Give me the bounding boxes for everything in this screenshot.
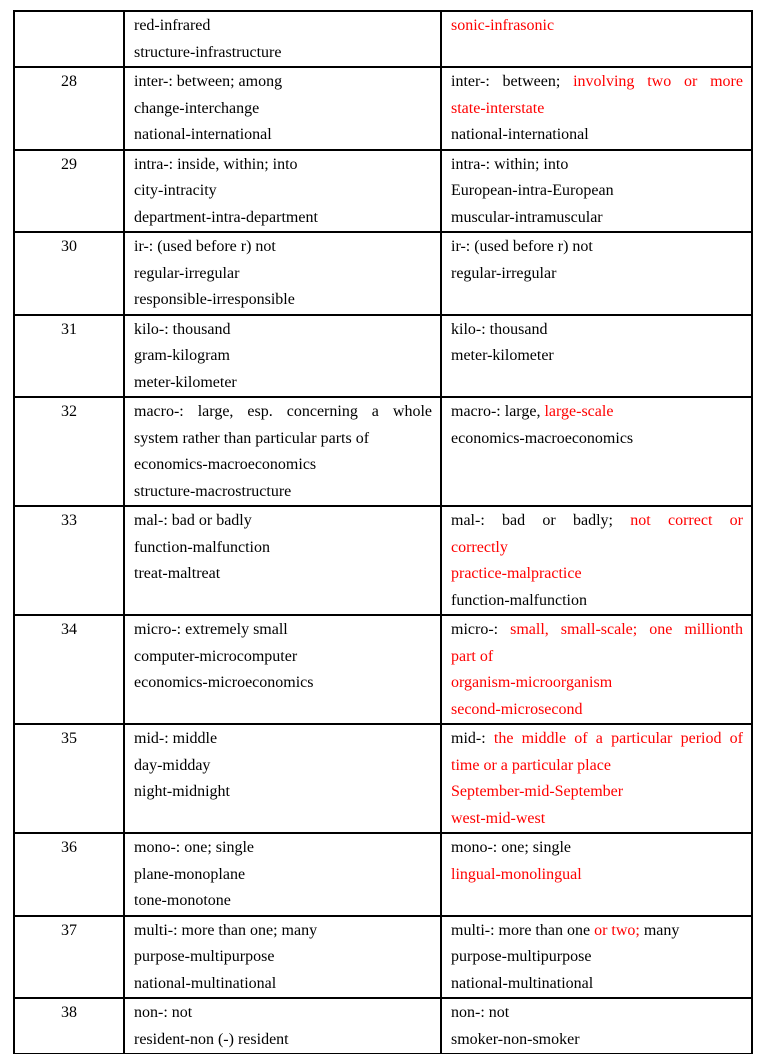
text-line [134,971,432,998]
black-text-segment: resident-non (-) resident [134,1030,289,1048]
text-line [134,617,432,644]
row-number-cell: 28 [14,67,124,150]
text-line [134,261,432,288]
black-text-segment: muscular-intramuscular [451,208,603,226]
text-line [451,69,743,96]
black-text-segment: many [639,921,680,939]
text-line [451,178,743,205]
black-text-segment: macro-: large, [451,403,545,420]
table-row [14,232,752,315]
text-line [134,862,432,889]
text-line [451,152,743,179]
table-row [14,615,752,724]
black-text-segment: regular-irregular [451,264,557,282]
black-text-segment: kilo-: thousand [134,320,231,338]
text-line [451,862,743,889]
row-number-cell: 35 [14,724,124,833]
text-line [451,399,743,426]
black-text-segment: tone-monotone [134,892,231,909]
text-line [134,96,432,123]
text-line [451,122,743,149]
text-line [451,317,743,344]
black-text-segment: meter-kilometer [134,373,237,391]
text-line [451,835,743,862]
text-line [451,944,743,971]
text-line [134,370,432,397]
black-text-segment: European-intra-European [451,182,614,199]
black-text-segment: department-intra-department [134,208,318,226]
black-text-segment: day-midday [134,756,211,774]
row-number-cell: 30 [14,232,124,315]
right-entry-cell [441,397,752,506]
black-text-segment: change-interchange [134,99,260,117]
text-line [134,888,432,915]
black-text-segment: purpose-multipurpose [134,948,275,965]
text-line [134,69,432,96]
text-line [134,726,432,753]
black-text-segment: national-multinational [451,974,594,992]
right-entry-cell [441,916,752,999]
text-line [134,178,432,205]
left-entry-cell [124,150,441,233]
text-line [134,152,432,179]
black-text-segment: red-infrared [134,17,211,34]
text-line [134,944,432,971]
black-text-segment: function-malfunction [451,591,587,609]
text-line [451,670,743,697]
red-text-segment: or two; [594,921,640,939]
red-text-segment: correctly [451,538,508,556]
text-line [134,835,432,862]
text-line [451,561,743,588]
black-text-segment: economics-macroeconomics [451,429,634,447]
right-entry-cell [441,11,752,67]
table-row [14,11,752,67]
text-line [451,779,743,806]
black-text-segment: mid-: middle [134,730,218,747]
black-text-segment: ir-: (used before r) not [451,238,593,255]
text-line [134,644,432,671]
black-text-segment: structure-macrostructure [134,482,292,500]
black-text-segment: national-international [134,126,272,143]
black-text-segment: inter-: between; among [134,73,283,90]
table-row [14,67,752,150]
right-entry-cell [441,615,752,724]
red-text-segment: sonic-infrasonic [451,17,555,34]
black-text-segment: function-malfunction [134,538,270,556]
black-text-segment: mono-: one; single [451,839,571,856]
row-number-cell: 38 [14,998,124,1054]
black-text-segment: mid-: [451,730,494,747]
red-text-segment: part of [451,647,494,665]
text-line [451,96,743,123]
text-line [451,343,743,370]
red-text-segment: large-scale [544,403,614,420]
text-line [451,753,743,780]
right-entry-cell [441,232,752,315]
text-line [134,535,432,562]
text-line [451,535,743,562]
text-line [451,1000,743,1027]
black-text-segment: responsible-irresponsible [134,291,295,308]
black-text-segment: economics-macroeconomics [134,456,317,473]
red-text-segment: second-microsecond [451,700,583,718]
text-line [451,644,743,671]
table-row [14,998,752,1054]
text-line [134,13,432,40]
black-text-segment: regular-irregular [134,264,240,282]
black-text-segment: national-international [451,126,589,143]
text-line [451,617,743,644]
text-line [134,561,432,588]
left-entry-cell [124,67,441,150]
black-text-segment: ir-: (used before r) not [134,238,276,255]
text-line [451,426,743,453]
text-line [134,452,432,479]
black-text-segment: treat-maltreat [134,565,221,582]
row-number-cell: 31 [14,315,124,398]
black-text-segment: structure-infrastructure [134,43,282,61]
black-text-segment: mal-: bad or badly; [451,512,631,529]
text-line [451,261,743,288]
row-number-cell: 37 [14,916,124,999]
black-text-segment: intra-: within; into [451,155,569,173]
black-text-segment: purpose-multipurpose [451,948,592,965]
black-text-segment: smoker-non-smoker [451,1030,580,1048]
row-number-cell: 32 [14,397,124,506]
row-number-cell: 33 [14,506,124,615]
text-line [451,918,743,945]
row-number-cell: 34 [14,615,124,724]
text-line [451,971,743,998]
black-text-segment: gram-kilogram [134,347,230,364]
text-line [134,670,432,697]
black-text-segment: mal-: bad or badly [134,512,252,529]
black-text-segment: meter-kilometer [451,347,554,364]
right-entry-cell [441,315,752,398]
text-line [134,40,432,67]
text-line [134,343,432,370]
text-line [134,122,432,149]
right-entry-cell [441,833,752,916]
table-row [14,724,752,833]
text-line [134,399,432,426]
left-entry-cell [124,916,441,999]
table-row [14,315,752,398]
red-text-segment: time or a particular place [451,756,611,774]
left-entry-cell [124,833,441,916]
row-number-cell: 29 [14,150,124,233]
text-line [134,753,432,780]
text-line [134,779,432,806]
text-line [134,508,432,535]
text-line [134,317,432,344]
table-body [14,11,752,1054]
text-line [451,13,743,40]
black-text-segment: night-midnight [134,783,230,800]
red-text-segment: the middle of a particular period of [493,730,743,747]
black-text-segment: system rather than particular parts of [134,429,370,447]
table-row [14,397,752,506]
left-entry-cell [124,724,441,833]
black-text-segment: mono-: one; single [134,839,254,856]
left-entry-cell [124,506,441,615]
text-line [451,508,743,535]
right-entry-cell [441,150,752,233]
black-text-segment: multi-: more than one [451,921,595,939]
left-entry-cell [124,315,441,398]
row-number-cell: 36 [14,833,124,916]
text-line [134,918,432,945]
black-text-segment: macro-: large, esp. concerning a whole [134,403,432,420]
right-entry-cell [441,67,752,150]
red-text-segment: small, small-scale; one millionth [510,621,743,638]
black-text-segment: non-: not [134,1004,193,1021]
right-entry-cell [441,506,752,615]
prefix-vocabulary-table [13,10,753,1054]
black-text-segment: intra-: inside, within; into [134,155,298,173]
black-text-segment: non-: not [451,1004,510,1021]
table-row [14,506,752,615]
black-text-segment: city-intracity [134,182,217,199]
row-number-cell [14,11,124,67]
black-text-segment: multi-: more than one; many [134,921,318,939]
black-text-segment: micro-: extremely small [134,621,288,638]
text-line [451,1027,743,1054]
red-text-segment: not correct or [630,512,744,529]
black-text-segment: national-multinational [134,974,277,992]
text-line [451,806,743,833]
red-text-segment: involving two or more [573,73,743,90]
red-text-segment: west-mid-west [451,809,546,827]
text-line [134,1000,432,1027]
red-text-segment: lingual-monolingual [451,865,582,883]
text-line [451,205,743,232]
red-text-segment: September-mid-September [451,783,624,800]
black-text-segment: inter-: between; [451,73,574,90]
text-line [451,588,743,615]
text-line [134,1027,432,1054]
text-line [134,234,432,261]
text-line [134,426,432,453]
text-line [134,205,432,232]
black-text-segment: economics-microeconomics [134,674,314,691]
left-entry-cell [124,397,441,506]
text-line [451,234,743,261]
right-entry-cell [441,724,752,833]
text-line [451,697,743,724]
left-entry-cell [124,998,441,1054]
red-text-segment: practice-malpractice [451,565,582,582]
text-line [134,287,432,314]
left-entry-cell [124,232,441,315]
black-text-segment: computer-microcomputer [134,647,298,665]
black-text-segment: kilo-: thousand [451,320,548,338]
table-row [14,833,752,916]
table-row [14,916,752,999]
black-text-segment: plane-monoplane [134,865,246,883]
text-line [134,479,432,506]
right-entry-cell [441,998,752,1054]
left-entry-cell [124,11,441,67]
red-text-segment: state-interstate [451,99,545,117]
table-row [14,150,752,233]
left-entry-cell [124,615,441,724]
text-line [451,726,743,753]
red-text-segment: organism-microorganism [451,674,613,691]
black-text-segment: micro-: [451,621,511,638]
